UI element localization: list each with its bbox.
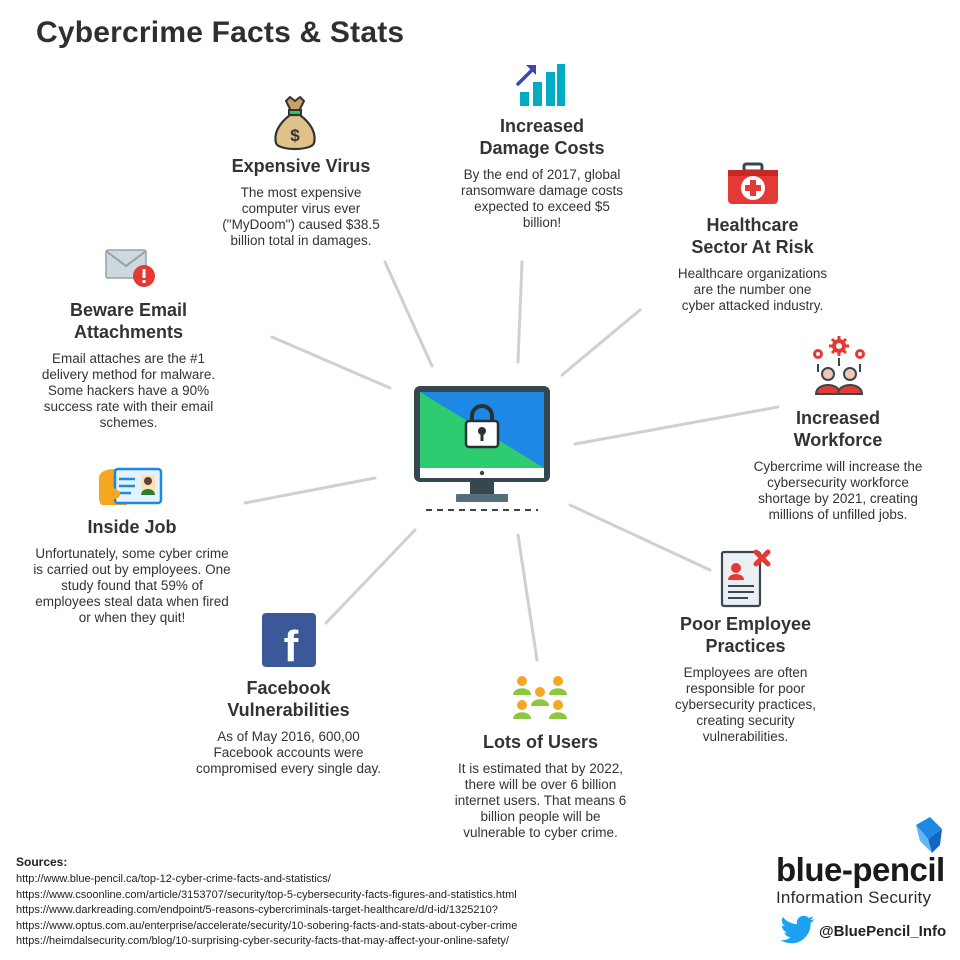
fact-body: Email attaches are the #1 delivery method for malware. Some hackers have a 90% success rate with their email schemes. — [41, 351, 216, 430]
bar-chart-icon — [516, 62, 566, 108]
id-card-icon — [97, 465, 165, 507]
spoke-poor-practices — [570, 505, 710, 570]
svg-text:$: $ — [290, 126, 300, 145]
source-link[interactable]: https://www.csoonline.com/article/3153707/security/top-5-cybersecurity-facts-figures-and-statistics.html — [16, 888, 517, 901]
fact-body: It is estimated that by 2022, there will be over 6 billion internet users. That means 6 billion people will be vulnerable to cyber crime. — [454, 761, 627, 840]
sources-label: Sources: — [16, 855, 68, 869]
fact-healthcare — [650, 214, 855, 314]
source-link[interactable]: http://www.blue-pencil.ca/top-12-cyber-crime-facts-and-statistics/ — [16, 873, 331, 885]
fact-title: Increased Workforce — [793, 408, 883, 450]
fact-title: Facebook Vulnerabilities — [227, 678, 350, 720]
source-link[interactable]: https://www.darkreading.com/endpoint/5-reasons-cybercriminals-target-healthcare/d/d-id/1325210? — [16, 904, 498, 916]
twitter-icon — [781, 915, 815, 945]
fact-title: Poor Employee Practices — [679, 614, 812, 656]
fact-body: Employees are often responsible for poor cybersecurity practices, creating security vulnerabilities. — [674, 665, 817, 744]
email-alert-icon — [104, 248, 156, 290]
spoke-facebook — [326, 530, 415, 623]
page-title: Cybercrime Facts & Stats — [36, 16, 405, 49]
brand-name: blue-pencil — [776, 851, 945, 888]
fact-title: Increased Damage Costs — [479, 116, 605, 158]
money-bag-icon — [272, 95, 318, 153]
fact-inside-job — [14, 516, 250, 626]
fact-email — [26, 299, 231, 431]
users-group-icon — [510, 673, 570, 725]
brand-tagline: Information Security — [776, 888, 932, 907]
fact-facebook — [176, 677, 401, 777]
fact-body: Cybercrime will increase the cybersecurity workforce shortage by 2021, creating millions of unfilled jobs. — [753, 459, 923, 522]
fact-body: The most expensive computer virus ever ("MyDoom") caused $38.5 billion total in damages. — [222, 185, 380, 248]
source-link[interactable]: https://www.optus.com.au/enterprise/accelerate/security/10-sobering-facts-and-stats-about-cyber-crime — [16, 919, 518, 932]
fact-body: By the end of 2017, global ransomware damage costs expected to exceed $5 billion! — [460, 167, 624, 230]
pencil-logo-icon — [912, 815, 946, 855]
fact-damage-costs — [432, 115, 652, 231]
fact-body: As of May 2016, 600,00 Facebook accounts were compromised every single day. — [195, 729, 382, 776]
fact-poor-practices — [648, 613, 843, 745]
spoke-expensive-virus — [385, 262, 432, 366]
spoke-inside-job — [245, 478, 375, 503]
workforce-gears-icon — [808, 334, 870, 396]
medical-kit-icon — [726, 162, 780, 206]
spoke-email — [272, 337, 390, 388]
twitter-handle-link[interactable] — [781, 913, 956, 949]
spoke-lots-users — [518, 535, 537, 660]
svg-text:f: f — [283, 622, 299, 667]
spoke-healthcare — [562, 310, 640, 375]
fact-lots-users — [428, 731, 653, 841]
source-link[interactable]: https://heimdalsecurity.com/blog/10-surprising-cyber-security-facts-that-may-affect-your-online-safety/ — [16, 935, 509, 947]
sources-section — [16, 855, 716, 950]
fact-title: Beware Email Attachments — [69, 300, 188, 342]
fact-expensive-virus — [196, 155, 406, 249]
fact-title: Lots of Users — [482, 732, 599, 752]
twitter-handle: @BluePencil_Info — [819, 923, 947, 940]
fact-body: Unfortunately, some cyber crime is carried out by employees. One study found that 59% of employees steal data when fired or when they quit! — [33, 546, 231, 625]
fact-workforce — [732, 407, 944, 523]
rejected-document-icon — [718, 548, 772, 608]
fact-title: Inside Job — [87, 517, 177, 537]
fact-title: Expensive Virus — [231, 156, 371, 176]
spoke-damage-costs — [518, 262, 522, 362]
fact-title: Healthcare Sector At Risk — [691, 215, 814, 257]
fact-body: Healthcare organizations are the number one cyber attacked industry. — [677, 266, 828, 313]
monitor-lock-icon — [412, 384, 552, 516]
facebook-icon — [262, 613, 316, 667]
